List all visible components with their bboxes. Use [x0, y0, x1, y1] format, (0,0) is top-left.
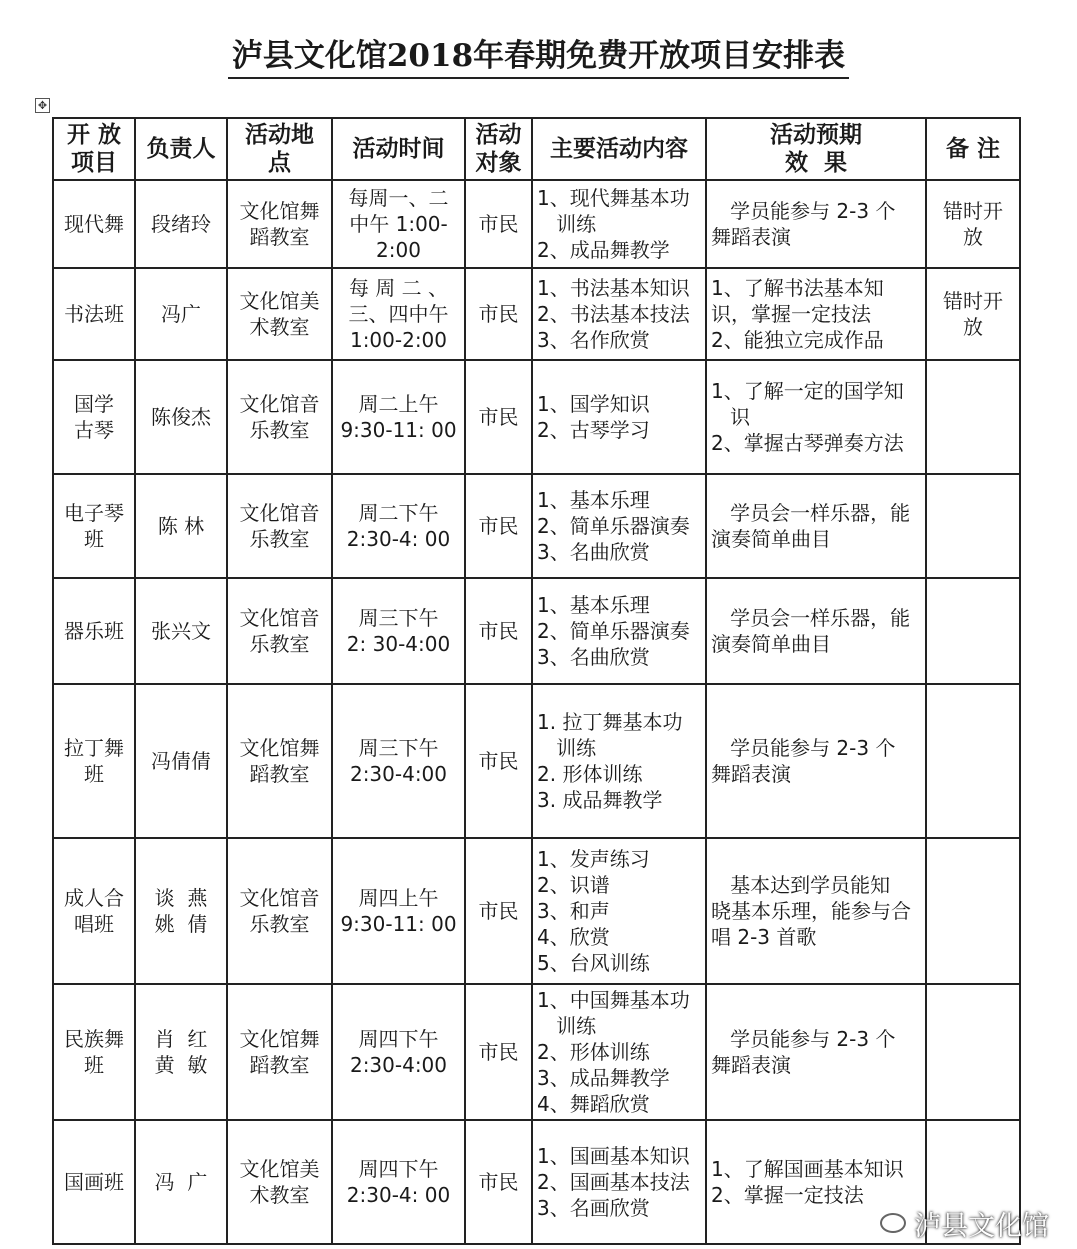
cell-place: 文化馆美 术教室 — [227, 268, 332, 360]
header-project: 开 放 项目 — [53, 118, 135, 180]
table-row — [53, 474, 1020, 578]
cell-remark — [926, 578, 1020, 684]
cell-time: 周四上午 9:30-11: 00 — [332, 838, 465, 984]
cell-content: 1. 拉丁舞基本功 训练 2. 形体训练 3. 成品舞教学 — [532, 684, 706, 838]
cell-place: 文化馆音 乐教室 — [227, 838, 332, 984]
cell-place: 文化馆音 乐教室 — [227, 578, 332, 684]
cell-effect: 1、了解一定的国学知 识 2、掌握古琴弹奏方法 — [706, 360, 926, 474]
cell-content: 1、基本乐理 2、简单乐器演奏 3、名曲欣赏 — [532, 578, 706, 684]
header-effect: 活动预期 效 果 — [706, 118, 926, 180]
title-text: 泸县文化馆2018年春期免费开放项目安排表 — [228, 30, 849, 79]
cell-content: 1、基本乐理 2、简单乐器演奏 3、名曲欣赏 — [532, 474, 706, 578]
cell-place: 文化馆音 乐教室 — [227, 474, 332, 578]
cell-place: 文化馆舞 蹈教室 — [227, 684, 332, 838]
cell-target: 市民 — [465, 684, 532, 838]
cell-effect: 学员会一样乐器，能 演奏简单曲目 — [706, 578, 926, 684]
table-row — [53, 578, 1020, 684]
wechat-icon — [880, 1213, 906, 1233]
cell-leader: 陈 林 — [135, 474, 227, 578]
table-row — [53, 360, 1020, 474]
cell-leader: 冯广 — [135, 268, 227, 360]
cell-project: 器乐班 — [53, 578, 135, 684]
cell-project: 电子琴 班 — [53, 474, 135, 578]
header-time: 活动时间 — [332, 118, 465, 180]
cell-time: 周四下午 2:30-4:00 — [332, 984, 465, 1120]
cell-target: 市民 — [465, 360, 532, 474]
cell-project: 成人合 唱班 — [53, 838, 135, 984]
cell-project: 民族舞 班 — [53, 984, 135, 1120]
table-row — [53, 684, 1020, 838]
cell-target: 市民 — [465, 268, 532, 360]
cell-place: 文化馆舞 蹈教室 — [227, 984, 332, 1120]
cell-remark — [926, 838, 1020, 984]
cell-time: 周三下午 2:30-4:00 — [332, 684, 465, 838]
cell-content: 1、书法基本知识 2、书法基本技法 3、名作欣赏 — [532, 268, 706, 360]
cell-target: 市民 — [465, 984, 532, 1120]
header-content: 主要活动内容 — [532, 118, 706, 180]
watermark-text: 泸县文化馆 — [914, 1210, 1049, 1242]
cell-time: 周二下午 2:30-4: 00 — [332, 474, 465, 578]
header-row — [53, 118, 1020, 180]
cell-leader: 冯倩倩 — [135, 684, 227, 838]
cell-content: 1、中国舞基本功 训练 2、形体训练 3、成品舞教学 4、舞蹈欣赏 — [532, 984, 706, 1120]
cell-project: 书法班 — [53, 268, 135, 360]
cell-place: 文化馆美 术教室 — [227, 1120, 332, 1244]
cell-target: 市民 — [465, 474, 532, 578]
cell-effect: 学员会一样乐器，能 演奏简单曲目 — [706, 474, 926, 578]
cell-effect: 基本达到学员能知 晓基本乐理，能参与合 唱 2-3 首歌 — [706, 838, 926, 984]
cell-project: 国学 古琴 — [53, 360, 135, 474]
cell-effect: 学员能参与 2-3 个 舞蹈表演 — [706, 684, 926, 838]
cell-time: 每周一、二 中午 1:00- 2:00 — [332, 180, 465, 268]
cell-leader: 肖 红 黄 敏 — [135, 984, 227, 1120]
cell-leader: 冯 广 — [135, 1120, 227, 1244]
cell-project: 现代舞 — [53, 180, 135, 268]
cell-target: 市民 — [465, 1120, 532, 1244]
table-row — [53, 180, 1020, 268]
cell-remark — [926, 360, 1020, 474]
cell-time: 每 周 二 、 三、四中午 1:00-2:00 — [332, 268, 465, 360]
schedule-table — [52, 117, 1021, 1245]
cell-time: 周二上午 9:30-11: 00 — [332, 360, 465, 474]
table-row — [53, 838, 1020, 984]
cell-content: 1、国学知识 2、古琴学习 — [532, 360, 706, 474]
cell-effect: 学员能参与 2-3 个 舞蹈表演 — [706, 180, 926, 268]
cell-target: 市民 — [465, 180, 532, 268]
cell-remark — [926, 474, 1020, 578]
cell-leader: 陈俊杰 — [135, 360, 227, 474]
cell-effect: 学员能参与 2-3 个 舞蹈表演 — [706, 984, 926, 1120]
header-target: 活动 对象 — [465, 118, 532, 180]
table-row — [53, 268, 1020, 360]
cell-effect: 1、了解书法基本知 识，掌握一定技法 2、能独立完成作品 — [706, 268, 926, 360]
cell-leader: 段绪玲 — [135, 180, 227, 268]
table-row — [53, 984, 1020, 1120]
table-row — [53, 1120, 1020, 1244]
cell-project: 国画班 — [53, 1120, 135, 1244]
cell-target: 市民 — [465, 578, 532, 684]
cell-time: 周三下午 2: 30-4:00 — [332, 578, 465, 684]
header-leader: 负责人 — [135, 118, 227, 180]
cell-remark: 错时开 放 — [926, 180, 1020, 268]
cell-remark — [926, 984, 1020, 1120]
cell-remark: 错时开 放 — [926, 268, 1020, 360]
cell-place: 文化馆舞 蹈教室 — [227, 180, 332, 268]
cell-target: 市民 — [465, 838, 532, 984]
cell-content: 1、国画基本知识 2、国画基本技法 3、名画欣赏 — [532, 1120, 706, 1244]
cell-place: 文化馆音 乐教室 — [227, 360, 332, 474]
cell-project: 拉丁舞 班 — [53, 684, 135, 838]
table-move-handle-icon[interactable]: ✥ — [35, 98, 50, 113]
cell-leader: 谈 燕 姚 倩 — [135, 838, 227, 984]
cell-time: 周四下午 2:30-4: 00 — [332, 1120, 465, 1244]
cell-effect: 1、了解国画基本知识 2、掌握一定技法 — [706, 1120, 926, 1244]
page-title — [0, 30, 1077, 79]
cell-content: 1、发声练习 2、识谱 3、和声 4、欣赏 5、台风训练 — [532, 838, 706, 984]
cell-remark — [926, 684, 1020, 838]
header-remark: 备 注 — [926, 118, 1020, 180]
cell-leader: 张兴文 — [135, 578, 227, 684]
cell-content: 1、现代舞基本功 训练 2、成品舞教学 — [532, 180, 706, 268]
header-place: 活动地 点 — [227, 118, 332, 180]
watermark — [880, 1201, 1049, 1245]
